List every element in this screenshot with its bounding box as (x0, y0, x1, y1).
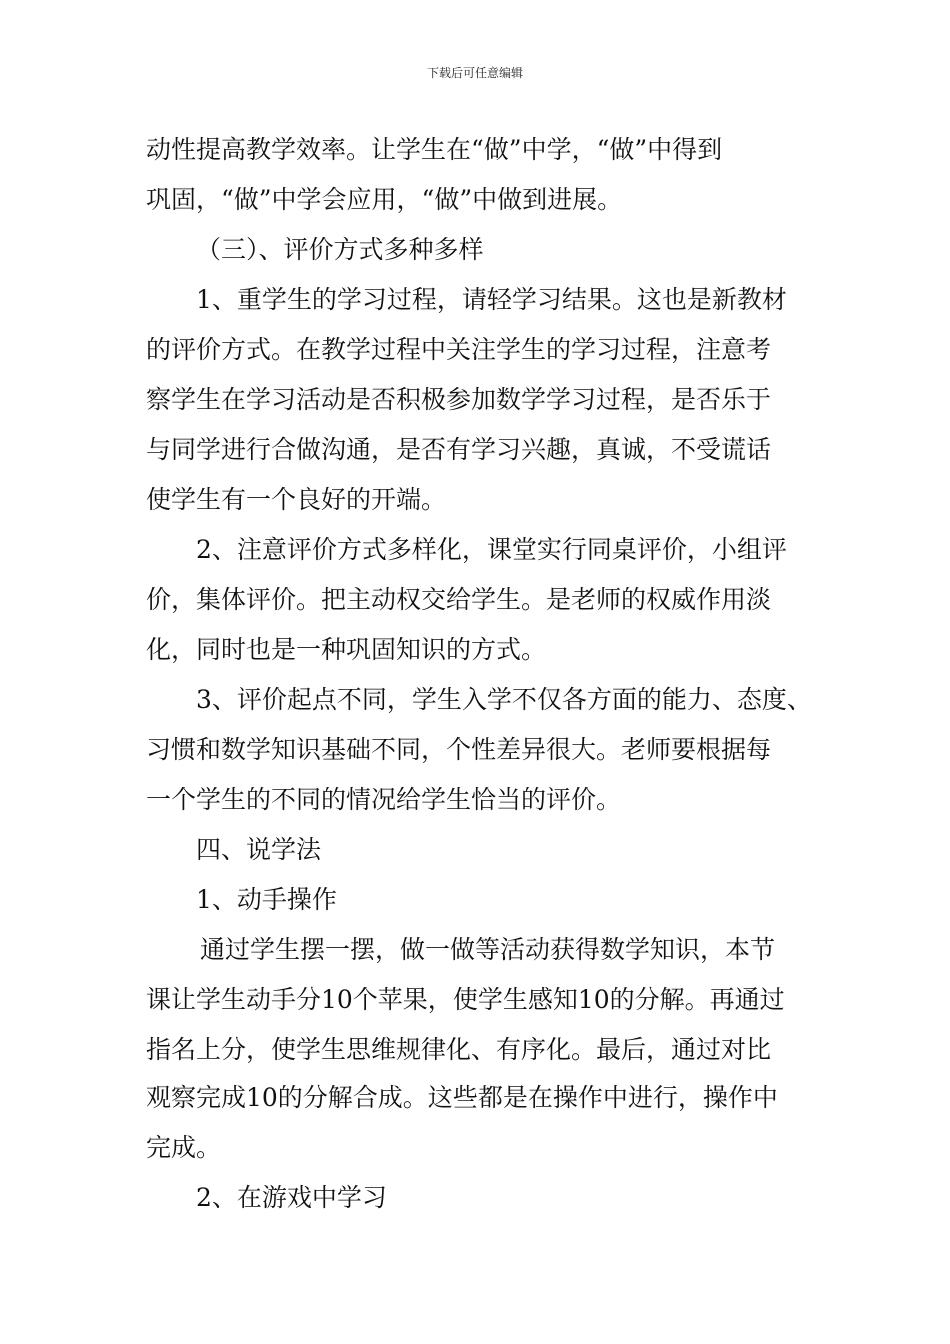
section-heading: 四、说学法 (196, 835, 322, 864)
paragraph-line: 观察完成10的分解合成。这些都是在操作中进行，操作中 (146, 1083, 778, 1112)
paragraph-line: 动性提高教学效率。让学生在“做”中学，“做”中得到 (146, 135, 723, 164)
paragraph-line: 察学生在学习活动是否积极参加数学学习过程，是否乐于 (146, 385, 772, 414)
paragraph-line: 指名上分，使学生思维规律化、有序化。最后，通过对比 (146, 1035, 772, 1064)
paragraph-line: 价，集体评价。把主动权交给学生。是老师的权威作用淡 (146, 585, 772, 614)
paragraph-line: 一个学生的不同的情况给学生恰当的评价。 (146, 785, 622, 814)
paragraph-line: 完成。 (146, 1133, 222, 1162)
section-heading: （三）、评价方式多种多样 (196, 235, 484, 264)
subsection-heading: 1、动手操作 (196, 885, 337, 914)
paragraph-line: 课让学生动手分10个苹果，使学生感知10的分解。再通过 (146, 985, 785, 1014)
paragraph-line: 使学生有一个良好的开端。 (146, 485, 447, 514)
paragraph-line: 的评价方式。在教学过程中关注学生的学习过程，注意考 (146, 335, 772, 364)
header-note: 下载后可任意编辑 (426, 66, 523, 80)
paragraph-line: 通过学生摆一摆，做一做等活动获得数学知识，本节 (200, 935, 776, 964)
paragraph-line: 化，同时也是一种巩固知识的方式。 (146, 635, 547, 664)
paragraph-line: 3、评价起点不同，学生入学不仅各方面的能力、态度、 (196, 685, 812, 714)
paragraph-line: 1、重学生的学习过程，请轻学习结果。这也是新教材 (196, 285, 787, 314)
paragraph-line: 巩固，“做”中学会应用，“做”中做到进展。 (146, 185, 623, 214)
subsection-heading: 2、在游戏中学习 (196, 1183, 387, 1212)
paragraph-line: 2、注意评价方式多样化，课堂实行同桌评价，小组评 (196, 535, 787, 564)
paragraph-line: 与同学进行合做沟通，是否有学习兴趣，真诚，不受谎话 (146, 435, 772, 464)
paragraph-line: 习惯和数学知识基础不同，个性差异很大。老师要根据每 (146, 735, 772, 764)
